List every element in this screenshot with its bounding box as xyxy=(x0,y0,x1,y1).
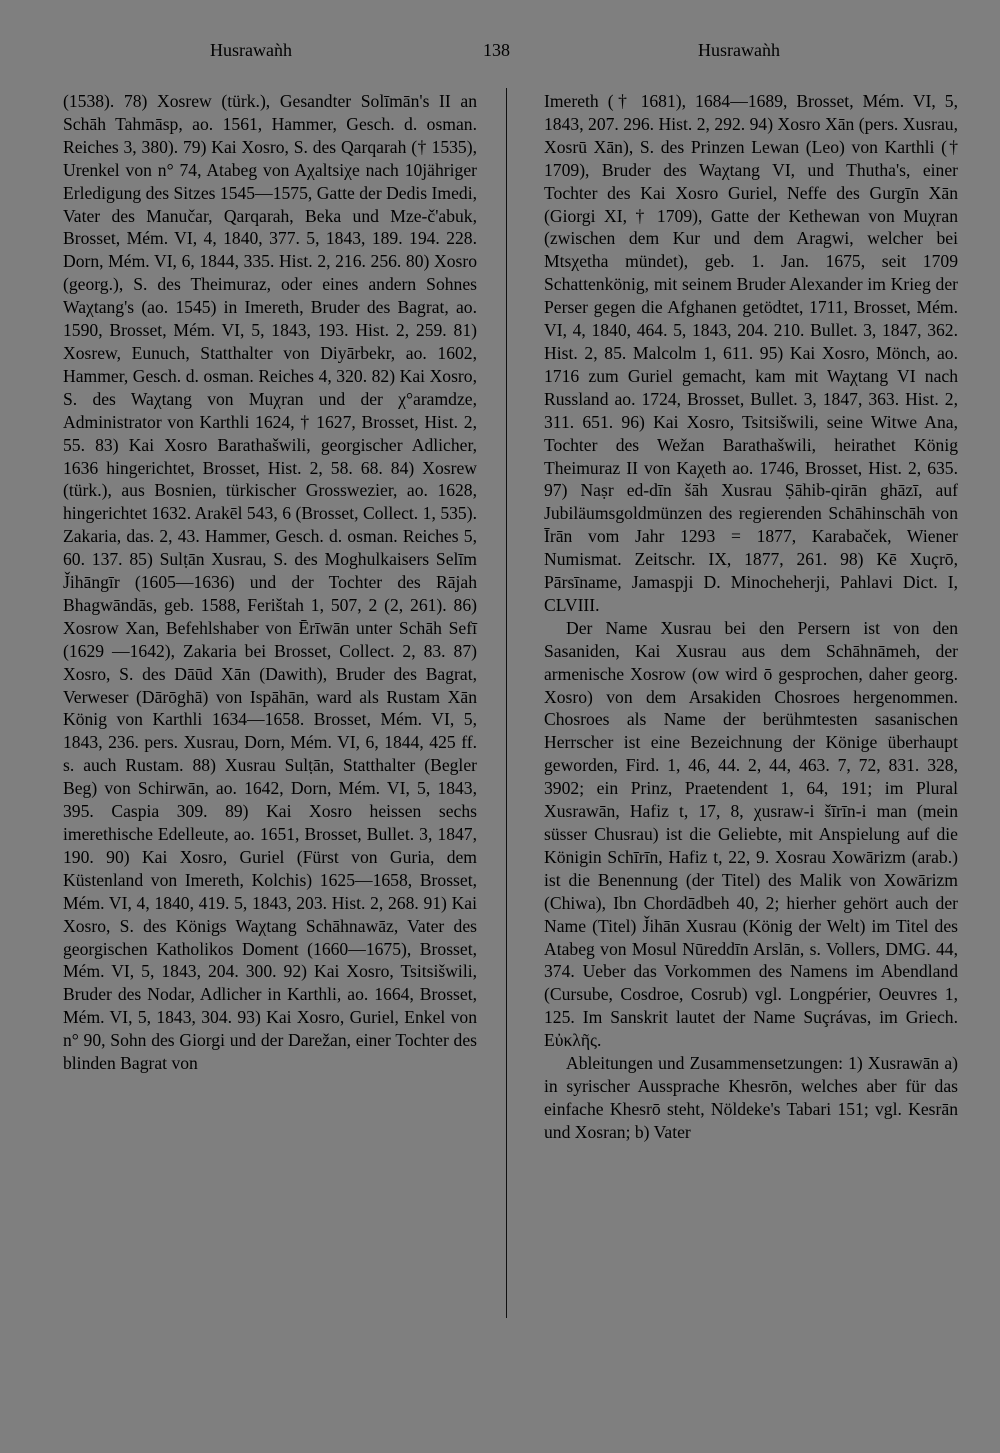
right-column-paragraph-1: Imereth († 1681), 1684—1689, Brosset, Mém. VI, 5, 1843, 207. 296. Hist. 2, 292. 94) Xosro Xān (pers. Xusrau, Xosrū Xān), S. des Prinzen Lewan (Leo) von Karthli († 1709), Bruder des Waχtang VI, und Thutha's, einer Tochter des Kai Xosro Guriel, Neffe des Gurgīn Xān (Giorgi XI, † 1709), Gatte der Kethewan von Muχran (zwischen dem Kur und dem Aragwi, welcher bei Mtsχetha mündet), geb. 1. Jan. 1675, seit 1709 Schattenkönig, mit seinem Bruder Alexander im Krieg der Perser gegen die Afghanen getödtet, 1711, Brosset, Mém. VI, 4, 1840, 464. 5, 1843, 204. 210. Bullet. 3, 1847, 362. Hist. 2, 85. Malcolm 1, 611. 95) Kai Xosro, Mönch, ao. 1716 zum Guriel gemacht, kam mit Waχtang VI nach Russland ao. 1724, Brosset, Bullet. 3, 1847, 363. Hist. 2, 311. 651. 96) Kai Xosro, Tsitsišwili, seine Witwe Ana, Tochter des Wežan Barathašwili, heirathet König Theimuraz II von Kaχeth ao. 1746, Brosset, Hist. 2, 635. 97) Naṣr ed-dīn šāh Xusrau Ṣāhib-qirān ghāzī, auf Jubiläumsgoldmünzen des regierenden Schāhinschāh von Īrān vom Jahr 1293 = 1877, Karabaček, Wiener Numismat. Zeitschr. IX, 1877, 261. 98) Kē Xuçrō, Pārsīname, Jamaspji D. Minocheherji, Pahlavi Dict. I, CLVIII. xyxy=(544,91,958,615)
left-column xyxy=(63,90,477,1075)
page-number: 138 xyxy=(483,40,510,60)
right-column xyxy=(544,90,958,1144)
right-column-paragraph-2: Der Name Xusrau bei den Persern ist von den Sasaniden, Kai Xusrau aus dem Schāhnāmeh, der armenische Xosrow (ow wird ō gesprochen, daher georg. Xosro) von dem Arsakiden Chosroes hergenommen. Chosroes als Name der berühmtesten sasanischen Herrscher ist eine Bezeichnung der Könige überhaupt geworden, Fird. 1, 46, 44. 2, 44, 463. 7, 72, 831. 328, 3902; ein Prinz, Praetendent 1, 64, 191; im Plural Xusrawān, Hafiz t, 17, 8, χusraw-i šīrīn-i man (mein süsser Chusrau) ist die Geliebte, mit Anspielung auf die Königin Schīrīn, Hafiz t, 22, 9. Xosrau Xowārizm (arab.) ist die Benennung (der Titel) des Malik von Xowārizm (Chiwa), Ibn Chordādbeh 40, 2; hierher gehört auch der Name (Titel) J̌ihān Xusrau (König der Welt) im Titel des Atabeg von Mosul Nūreddīn Arslān, s. Vollers, DMG. 44, 374. Ueber das Vorkommen des Namens im Abendland (Cursube, Cosdroe, Cosrub) vgl. Longpérier, Oeuvres 1, 125. Im Sanskrit lautet der Name Suçrávas, im Griech. Εὐκλῆς. xyxy=(544,617,958,1051)
running-head-right: Husrawaǹh xyxy=(698,40,780,60)
page-header xyxy=(0,40,1000,70)
running-head-left: Husrawaǹh xyxy=(210,40,292,60)
column-divider xyxy=(506,88,507,1318)
left-column-paragraph-1: (1538). 78) Xosrew (türk.), Gesandter Solīmān's II an Schāh Tahmāsp, ao. 1561, Hammer, Gesch. d. osman. Reiches 3, 380). 79) Kai Xosro, S. des Qarqarah († 1535), Urenkel von n° 74, Atabeg von Aχaltsiχe nach 10jähriger Erledigung des Sitzes 1545—1575, Gatte der Dedis Imedi, Vater des Manučar, Qarqarah, Beka und Mze-č'abuk, Brosset, Mém. VI, 4, 1840, 377. 5, 1843, 189. 194. 228. Dorn, Mém. VI, 6, 1844, 335. Hist. 2, 216. 256. 80) Xosro (georg.), S. des Theimuraz, oder eines andern Sohnes Waχtang's (ao. 1545) in Imereth, Bruder des Bagrat, ao. 1590, Brosset, Mém. VI, 5, 1843, 193. Hist. 2, 259. 81) Xosrew, Eunuch, Statthalter von Diyārbekr, ao. 1602, Hammer, Gesch. d. osman. Reiches 4, 320. 82) Kai Xosro, S. des Waχtang von Muχran und der χ°aramdze, Administrator von Karthli 1624, † 1627, Brosset, Hist. 2, 55. 83) Kai Xosro Barathašwili, georgischer Adlicher, 1636 hingerichtet, Brosset, Hist. 2, 58. 68. 84) Xosrew (türk.), aus Bosnien, türkischer Grosswezier, ao. 1628, hingerichtet 1632. Arakēl 543, 6 (Brosset, Collect. 1, 535). Zakaria, das. 2, 43. Hammer, Gesch. d. osman. Reiches 5, 60. 137. 85) Sulṭān Xusrau, S. des Moghulkaisers Selīm J̌ihāngīr (1605—1636) und der Tochter des Rājah Bhagwāndās, geb. 1588, Ferištah 1, 507, 2 (2, 261). 86) Xosrow Xan, Befehlshaber von Ērīwān unter Schāh Sefī (1629 —1642), Zakaria bei Brosset, Collect. 2, 83. 87) Xosro, S. des Dāūd Xān (Dawith), Bruder des Bagrat, Verweser (Dārōghā) von Ispāhān, ward als Rustam Xān König von Karthli 1634—1658. Brosset, Mém. VI, 5, 1843, 236. pers. Xusrau, Dorn, Mém. VI, 6, 1844, 425 ff. s. auch Rustam. 88) Xusrau Sulṭān, Statthalter (Begler Beg) von Schirwān, ao. 1642, Dorn, Mém. VI, 5, 1843, 395. Caspia 309. 89) Kai Xosro heissen sechs imerethische Edelleute, ao. 1651, Brosset, Bullet. 3, 1847, 190. 90) Kai Xosro, Guriel (Fürst von Guria, dem Küstenland von Imereth, Kolchis) 1625—1658, Brosset, Mém. VI, 4, 1840, 419. 5, 1843, 203. Hist. 2, 268. 91) Kai Xosro, S. des Königs Waχtang Schāhnawāz, Vater des georgischen Katholikos Doment (1660—1675), Brosset, Mém. VI, 5, 1843, 204. 300. 92) Kai Xosro, Tsitsišwili, Bruder des Nodar, Adlicher in Karthli, ao. 1664, Brosset, Mém. VI, 5, 1843, 304. 93) Kai Xosro, Guriel, Enkel von n° 90, Sohn des Giorgi und der Darežan, einer Tochter des blinden Bagrat von xyxy=(63,91,477,1074)
right-column-paragraph-3: Ableitungen und Zusammensetzungen: 1) Xusrawān a) in syrischer Aussprache Khesrōn, welches aber für das einfache Khesrō steht, Nöldeke's Tabari 151; vgl. Kesrān und Xosran; b) Vater xyxy=(544,1053,958,1142)
